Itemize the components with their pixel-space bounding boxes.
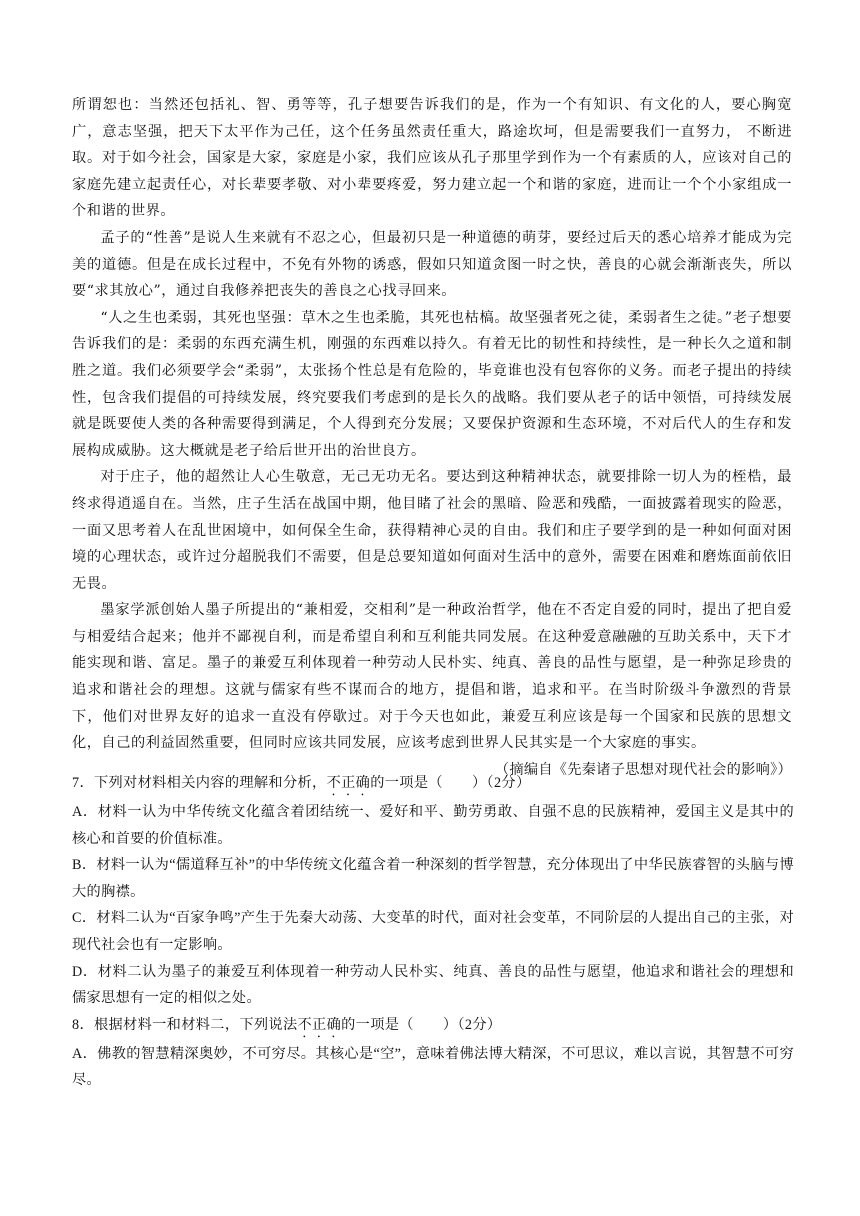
paragraph-confucius: 所谓恕也：当然还包括礼、智、勇等等，孔子想要告诉我们的是，作为一个有知识、有文化的人，要心胸宽广，意志坚强，把天下太平作为己任，这个任务虽然责任重大，路途坎坷，但是需要我们一直努力， 不断进取。对于如今社会，国家是大家，家庭是小家，我们应该从孔子那里学到作为一个有素质的人，应该对自己的家庭先建立起责任心，对长辈要孝敬、对小辈要疼爱，努力建立起一个和谐的家庭，进而让一个个小家组成一个和谐的世界。 [72,97,792,220]
question-8-stem [72,1012,794,1041]
question-8-stem-suffix: 的一项是（ ）（2分） [341,1016,502,1033]
paragraph-mozi: 墨家学派创始人墨子所提出的“兼相爱，交相利”是一种政治哲学，他在不否定自爱的同时，提出了把自爱与相爱结合起来；他并不鄙视自利，而是希望自利和互利能共同发展。在这种爱意融融的互助关系中，天下才能实现和谐、富足。墨子的兼爱互利体现着一种劳动人民朴实、纯真、善良的品性与愿望，是一种弥足珍贵的追求和谐社会的理想。这就与儒家有些不谋而合的地方，提倡和谐，追求和平。在当时阶级斗争激烈的背景下，他们对世界友好的追求一直没有停歇过。对于今天也如此，兼爱互利应该是每一个国家和民族的思想文化，自己的利益固然重要，但同时应该共同发展，应该考虑到世界人民其实是一个大家庭的事实。 [72,602,792,752]
question-7-option-b: B．材料一认为“儒道释互补”的中华传统文化蕴含着一种深刻的哲学智慧，充分体现出了中华民族睿智的头脑与博大的胸襟。 [72,857,794,900]
paragraph-laozi: “人之生也柔弱，其死也坚强：草木之生也柔脆，其死也枯槁。故坚强者死之徒，柔弱者生之徒。”老子想要告诉我们的是：柔弱的东西充满生机，刚强的东西难以持久。有着无比的韧性和持续性，是一种长久之道和制胜之道。我们必须要学会“柔弱”，太张扬个性总是有危险的，毕竟谁也没有包容你的义务。而老子提出的持续性，包含我们提倡的可持续发展，终究要我们考虑到的是长久的战略。我们要从老子的话中领悟，可持续发展就是既要使人类的各种需要得到满足，个人得到充分发展；又要保护资源和生态环境，不对后代人的生存和发展构成威胁。这大概就是老子给后世开出的治世良方。 [72,309,792,459]
paragraph-zhuangzi: 对于庄子，他的超然让人心生敬意，无己无功无名。要达到这种精神状态，就要排除一切人为的桎梏，最终求得逍遥自在。当然，庄子生活在战国中期，他目睹了社会的黑暗、险恶和残酷，一面披露着现实的险恶，一面又思考着人在乱世困境中，如何保全生命，获得精神心灵的自由。我们和庄子要学到的是一种如何面对困境的心理状态，或许过分超脱我们不需要，但是总要知道如何面对生活中的意外，需要在困难和磨炼面前依旧无畏。 [72,469,792,592]
question-7-stem [72,770,794,799]
source-citation: （摘编自《先秦诸子思想对现代社会的影响》） [494,761,792,778]
question-section [72,770,794,1094]
reading-passage [72,92,792,783]
question-7-option-d: D．材料二认为墨子的兼爱互利体现着一种劳动人民朴实、纯真、善良的品性与愿望，他追求和谐社会的理想和儒家思想有一定的相似之处。 [72,963,794,1007]
question-7-option-c: C．材料二认为“百家争鸣”产生于先秦大动荡、大变革的时代，面对社会变革，不同阶层的人提出自己的主张，对现代社会也有一定影响。 [72,910,794,953]
question-8-emphasis: 不正确 [297,1016,342,1033]
question-7-stem-suffix: 的一项是（ ）（2分） [370,775,531,791]
question-7-stem-prefix: 7．下列对材料相关内容的理解和分析， [72,775,327,791]
paragraph-mencius: 孟子的“性善”是说人生来就有不忍之心，但最初只是一种道德的萌芽，要经过后天的悉心培养才能成为完美的道德。但是在成长过程中，不免有外物的诱惑，假如只知道贪图一时之快，善良的心就会渐渐丧失，所以要“求其放心”，通过自我修养把丧失的善良之心找寻回来。 [72,229,792,300]
question-8-option-a: A．佛教的智慧精深奥妙，不可穷尽。其核心是“空”，意味着佛法博大精深，不可思议，难以言说，其智慧不可穷尽。 [72,1045,794,1089]
question-8-stem-prefix: 8．根据材料一和材料二，下列说法 [72,1016,298,1033]
question-7-emphasis: 不正确 [326,775,371,791]
question-7-option-a: A．材料一认为中华传统文化蕴含着团结统一、爱好和平、勤劳勇敢、自强不息的民族精神，爱国主义是其中的核心和首要的价值标准。 [72,804,794,847]
